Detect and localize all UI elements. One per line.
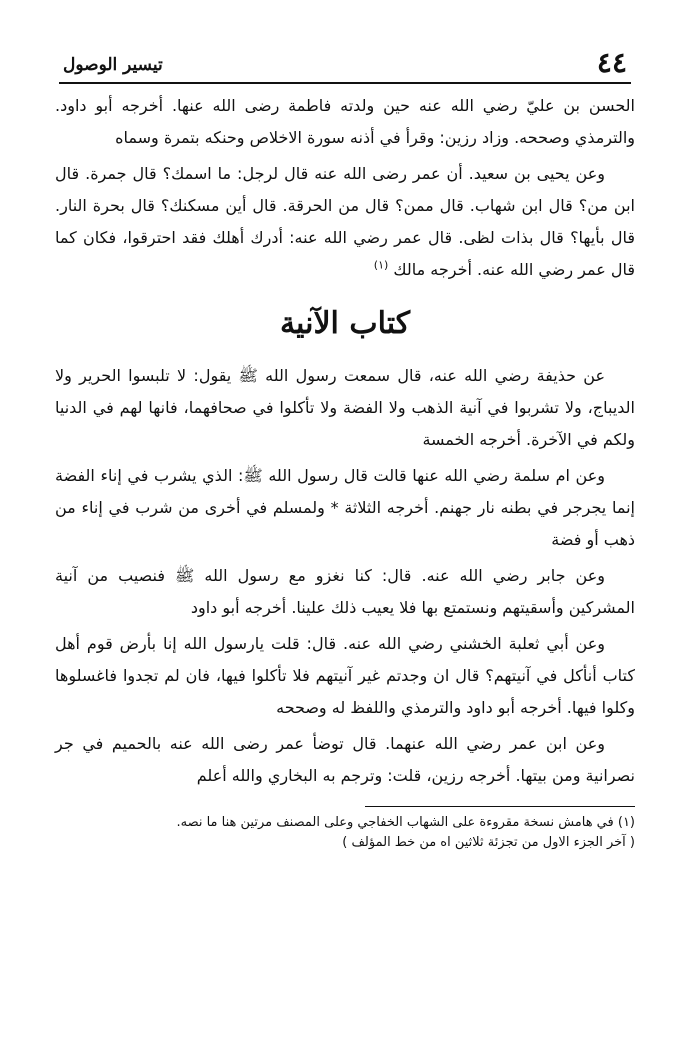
footnote: (١) في هامش نسخة مقروءة على الشهاب الخفاجي وعلى المصنف مرتين هنا ما نصه. xyxy=(176,815,635,830)
header-rule xyxy=(59,82,631,84)
chapter-paragraph: وعن ابن عمر رضي الله عنهما. قال توضأ عمر رضى الله عنه بالحميم في جر نصرانية ومن بيتها. أخرجه رزين، قلت: وترجم به البخاري والله أعلم xyxy=(55,734,635,785)
footnote-rule xyxy=(365,806,635,807)
chapter-paragraph: عن حذيفة رضي الله عنه، قال سمعت رسول الله ﷺ يقول: لا تلبسوا الحرير ولا الديباج، ولا تشربوا في آنية الذهب ولا الفضة ولا تأكلوا في صحافهما، فانها لهم في الدنيا ولكم في الآخرة. أخرجه الخمسة xyxy=(55,366,635,449)
chapter-title: كتاب الآنية xyxy=(279,306,411,341)
intro-paragraph xyxy=(55,158,635,286)
book-title: تيسير الوصول xyxy=(63,55,163,75)
chapter-paragraph: وعن أبي ثعلبة الخشني رضي الله عنه. قال: قلت يارسول الله إنا بأرض قوم أهل كتاب أنأكل في آنيتهم؟ قال ان وجدتم غير آنيتهم فلا تأكلوا فيها، فان لم تجدوا فاغسلوها وكلوا فيها. أخرجه أبو داود والترمذي واللفظ له وصححه xyxy=(55,634,635,717)
footnote-reference: (١) xyxy=(373,258,389,272)
running-header xyxy=(55,44,635,82)
page-number: ٤٤ xyxy=(596,46,627,79)
intro-paragraph: الحسن بن عليّ رضي الله عنه حين ولدته فاطمة رضى الله عنها. أخرجه أبو داود. والترمذي وصححه. وزاد رزين: وقرأ في أذنه سورة الاخلاص وحنكه بتمرة وسماه xyxy=(55,96,635,147)
footnote: ( آخر الجزء الاول من تجزئة ثلاثين اه من خط المؤلف ) xyxy=(342,835,635,850)
document-page xyxy=(55,44,635,853)
intro-paragraph-text: وعن يحيى بن سعيد. أن عمر رضى الله عنه قال لرجل: ما اسمك؟ قال جمرة. قال ابن من؟ قال ابن شهاب. قال ممن؟ قال من الحرقة. قال أين مسكنك؟ قال بحرة النار. قال بأيها؟ قال بذات لظى. قال عمر رضي الله عنه: أدرك أهلك فقد احترقوا، فكان كما قال عمر رضي الله عنه. أخرجه مالك xyxy=(55,164,635,279)
chapter-paragraph: وعن ام سلمة رضي الله عنها قالت قال رسول الله ﷺ: الذي يشرب في إناء الفضة إنما يجرجر في بطنه نار جهنم. أخرجه الثلاثة * ولمسلم في أخرى من شرب في إناء من ذهب أو فضة xyxy=(55,466,635,549)
chapter-paragraph: وعن جابر رضي الله عنه. قال: كنا نغزو مع رسول الله ﷺ فنصيب من آنية المشركين وأسقيتهم ونستمتع بها فلا يعيب ذلك علينا. أخرجه أبو داود xyxy=(55,566,635,617)
